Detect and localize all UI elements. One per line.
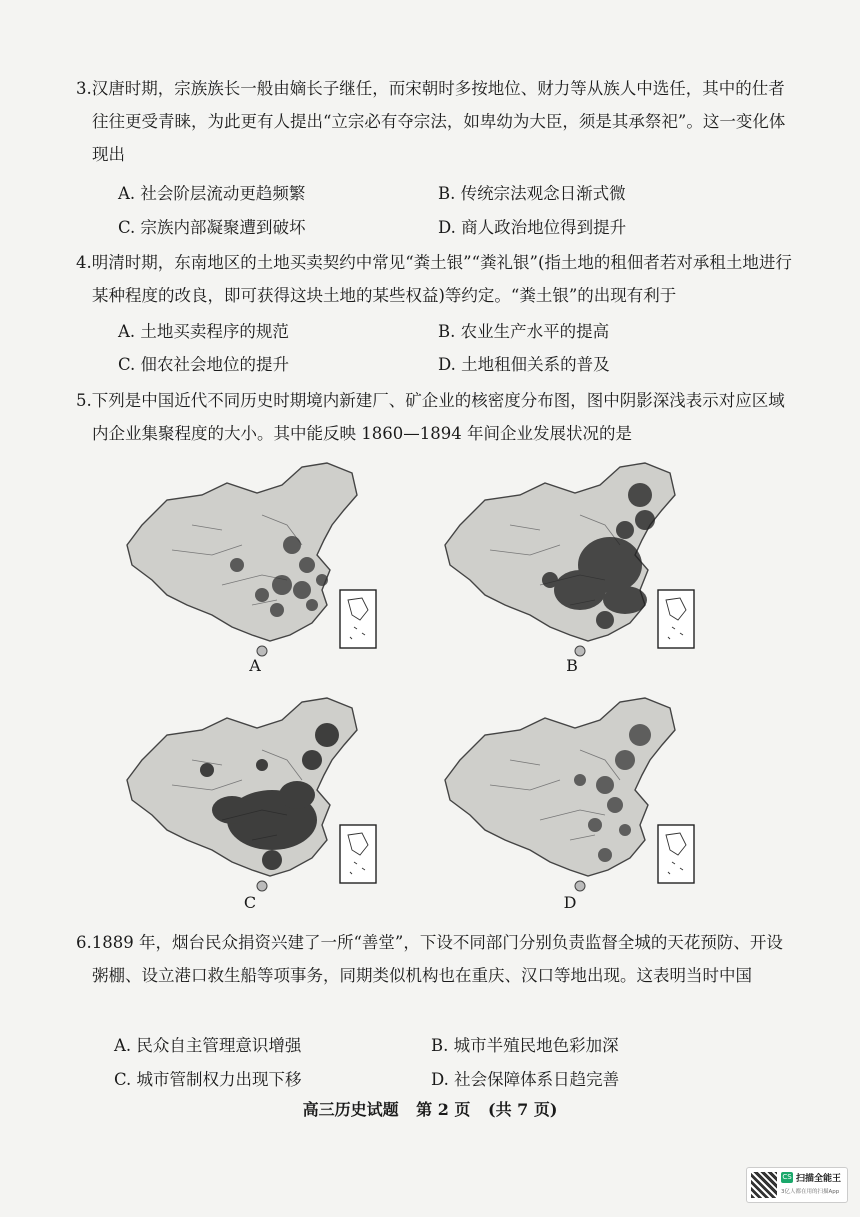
question-text: 1889 年，烟台民众捐资兴建了一所“善堂”，下设不同部门分别负责监督全城的天花预防、开设粥棚、设立港口救生船等项事务，同期类似机构也在重庆、汉口等地出现。这表明当时中国 (91, 933, 783, 985)
map-label-d: D (563, 893, 577, 912)
option-b[interactable]: B. 城市半殖民地色彩加深 (431, 1036, 619, 1055)
option-d[interactable]: D. 商人政治地位得到提升 (438, 218, 627, 237)
question-text: 汉唐时期，宗族族长一般由嫡长子继任，而宋朝时多按地位、财力等从族人中选任，其中的仕者往往更受青睐，为此更有人提出“立宗必有夺宗法，如卑幼为大臣，须是其承祭祀”。这一变化体现出 (91, 79, 786, 164)
question-number: 6. (76, 933, 92, 952)
option-a[interactable]: A. 民众自主管理意识增强 (114, 1036, 302, 1055)
page-footer (0, 1097, 860, 1120)
option-d[interactable]: D. 社会保障体系日趋完善 (431, 1070, 620, 1089)
map-d[interactable] (430, 690, 700, 895)
footer-total: (共 7 页) (488, 1100, 558, 1119)
map-c[interactable] (112, 690, 382, 895)
option-c[interactable]: C. 宗族内部凝聚遭到破坏 (118, 218, 306, 237)
map-label-c: C (243, 893, 257, 912)
scanner-title: 扫描全能王 (796, 1174, 842, 1184)
question-text: 明清时期，东南地区的土地买卖契约中常见“粪土银”“粪礼银”(指土地的租佃者若对承租土地进行某种程度的改良，即可获得这块土地的某些权益)等约定。“粪土银”的出现有利于 (91, 253, 792, 305)
scanner-subtitle: 3亿人都在用的扫描App (781, 1189, 840, 1195)
question-number: 4. (76, 253, 92, 272)
map-label-b: B (566, 656, 578, 675)
question-4 (76, 246, 792, 312)
option-c[interactable]: C. 佃农社会地位的提升 (118, 355, 290, 374)
question-text: 下列是中国近代不同历史时期境内新建厂、矿企业的核密度分布图，图中阴影深浅表示对应区域内企业集聚程度的大小。其中能反映 1860—1894 年间企业发展状况的是 (91, 391, 785, 443)
option-b[interactable]: B. 传统宗法观念日渐式微 (438, 184, 626, 203)
question-3 (76, 72, 792, 171)
option-d[interactable]: D. 土地租佃关系的普及 (438, 355, 610, 374)
question-4-stem (76, 246, 792, 312)
question-number: 5. (76, 391, 92, 410)
question-6 (76, 926, 792, 992)
question-3-stem (76, 72, 792, 171)
question-number: 3. (76, 79, 92, 98)
map-b[interactable] (430, 455, 700, 660)
option-a[interactable]: A. 社会阶层流动更趋频繁 (118, 184, 306, 203)
footer-subject: 高三历史试题 (302, 1100, 399, 1119)
question-5 (76, 384, 792, 450)
map-label-a: A (249, 656, 261, 675)
china-density-map-icon (430, 690, 700, 895)
option-a[interactable]: A. 土地买卖程序的规范 (118, 322, 289, 341)
scanner-watermark (746, 1167, 848, 1203)
option-b[interactable]: B. 农业生产水平的提高 (438, 322, 610, 341)
china-density-map-icon (430, 455, 700, 660)
footer-page: 第 2 页 (416, 1100, 471, 1119)
question-6-stem (76, 926, 792, 992)
map-a[interactable] (112, 455, 382, 660)
china-density-map-icon (112, 690, 382, 895)
china-density-map-icon (112, 455, 382, 660)
camscanner-logo-icon: CS (782, 1173, 792, 1181)
option-c[interactable]: C. 城市管制权力出现下移 (114, 1070, 302, 1089)
qr-code-icon (751, 1172, 777, 1198)
question-5-stem (76, 384, 792, 450)
